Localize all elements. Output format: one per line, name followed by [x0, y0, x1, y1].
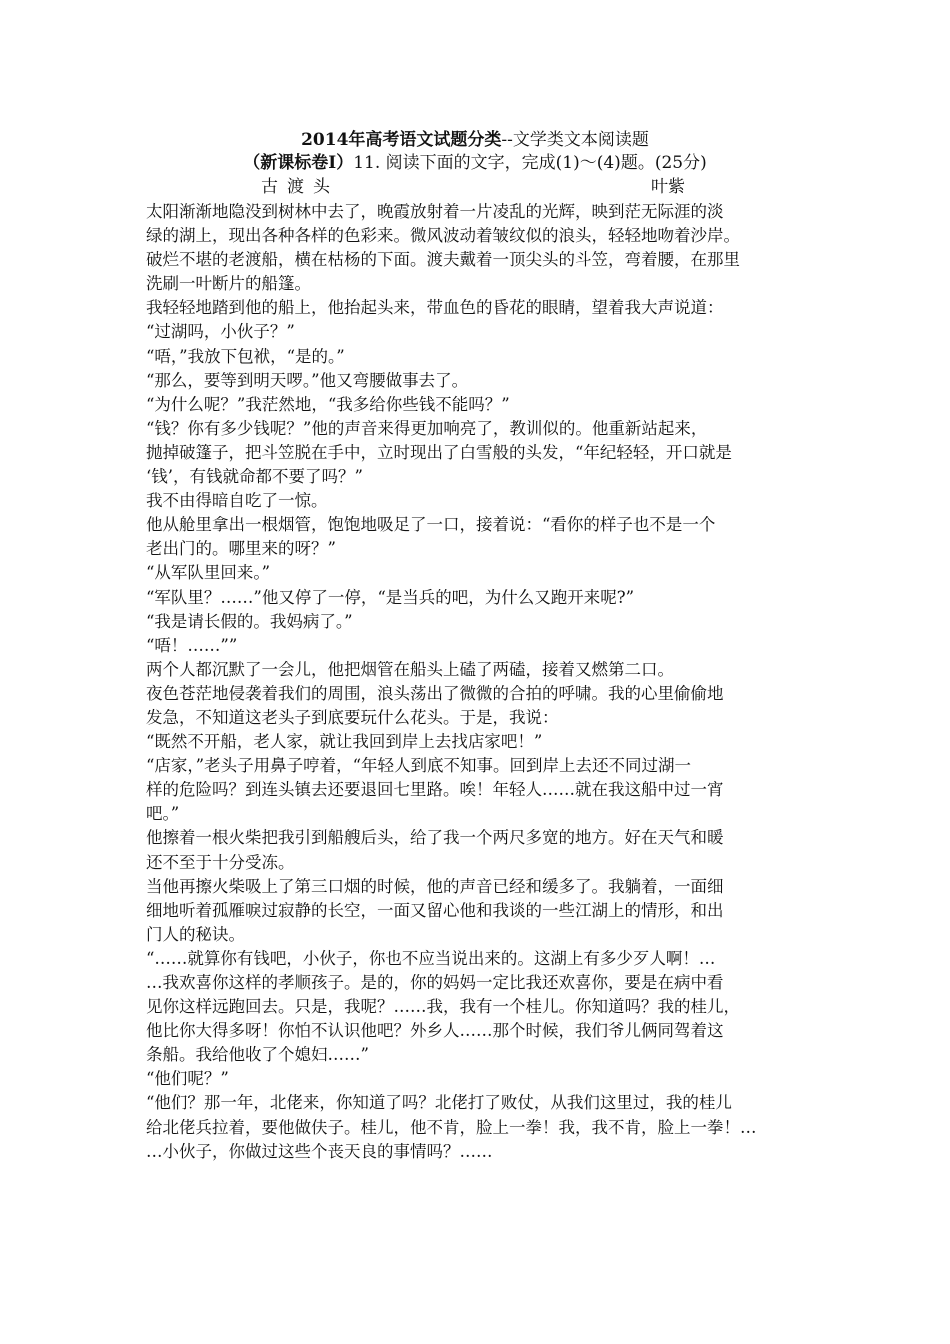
exam-paper-name: （新课标卷Ⅰ） — [243, 153, 354, 173]
text-line: “唔！……”” — [146, 635, 238, 655]
text-line: 破烂不堪的老渡船，横在枯杨的下面。渡夫戴着一顶尖头的斗笠，弯着腰，在那里 — [146, 250, 740, 270]
text-line: 夜色苍茫地侵袭着我们的周围，浪头荡出了微微的合拍的呼啸。我的心里偷偷地 — [146, 683, 724, 703]
text-line: 洗刷一叶断片的船篷。 — [146, 274, 311, 294]
text-line: 他擦着一根火柴把我引到船艘后头，给了我一个两尺多宽的地方。好在天气和暖 — [146, 828, 724, 848]
story-body — [146, 200, 814, 1164]
text-line: 两个人都沉默了一会儿，他把烟管在船头上磕了两磕，接着又燃第二口。 — [146, 659, 674, 679]
text-line: 发急，不知道这老头子到底要玩什么花头。于是，我说： — [146, 707, 559, 727]
text-line: “既然不开船，老人家，就让我回到岸上去找店家吧！” — [146, 732, 543, 752]
text-line: ‘钱’，有钱就命都不要了吗？” — [146, 467, 363, 487]
document-title — [0, 128, 950, 152]
text-line: …我欢喜你这样的孝顺孩子。是的，你的妈妈一定比我还欢喜你，要是在病中看 — [146, 973, 724, 992]
text-line: 绿的湖上，现出各种各样的色彩来。微风波动着皱纹似的浪头，轻轻地吻着沙岸。 — [146, 226, 740, 246]
question-instruction: 11. 阅读下面的文字，完成(1)～(4)题。(25分) — [353, 153, 707, 173]
text-line: “……就算你有钱吧，小伙子，你也不应当说出来的。这湖上有多少歹人啊！… — [146, 948, 716, 968]
text-line: 细地听着孤雁唳过寂静的长空，一面又留心他和我谈的一些江湖上的情形，和出 — [146, 900, 724, 920]
text-line: 我不由得暗自吃了一惊。 — [146, 491, 328, 511]
question-heading — [0, 151, 950, 175]
text-line: “从军队里回来。” — [146, 563, 271, 583]
text-line: …小伙子，你做过这些个丧天良的事情吗？…… — [146, 1141, 493, 1161]
text-line: “钱？你有多少钱呢？”他的声音来得更加响亮了，教训似的。他重新站起来， — [146, 418, 708, 438]
text-line: 当他再擦火柴吸上了第三口烟的时候，他的声音已经和缓多了。我躺着，一面细 — [146, 876, 724, 896]
text-line: 我轻轻地踏到他的船上，他抬起头来，带血色的昏花的眼睛，望着我大声说道： — [146, 298, 724, 318]
text-line: 还不至于十分受冻。 — [146, 852, 295, 872]
text-line: 老出门的。哪里来的呀？” — [146, 539, 336, 559]
text-line: 他比你大得多呀！你怕不认识他吧？外乡人……那个时候，我们爷儿俩同驾着这 — [146, 1021, 724, 1041]
title-main: 2014年高考语文试题分类 — [301, 130, 502, 150]
text-line: 他从舱里拿出一根烟管，饱饱地吸足了一口，接着说：“看你的样子也不是一个 — [146, 515, 716, 535]
text-line: “为什么呢？”我茫然地，“我多给你些钱不能吗？” — [146, 394, 510, 414]
text-line: “过湖吗，小伙子？” — [146, 322, 295, 342]
text-line: 太阳渐渐地隐没到树林中去了，晚霞放射着一片凌乱的光辉，映到茫无际涯的淡 — [146, 202, 724, 221]
story-author: 叶紫 — [651, 177, 685, 197]
text-line: 抛掉破篷子，把斗笠脱在手中，立时现出了白雪般的头发，“年纪轻轻，开口就是 — [146, 442, 732, 462]
text-line: 见你这样远跑回去。只是，我呢？……我，我有一个桂儿。你知道吗？我的桂儿， — [146, 997, 740, 1017]
title-suffix: --文学类文本阅读题 — [501, 130, 649, 150]
text-line: “店家，”老头子用鼻子哼着，“年轻人到底不知事。回到岸上去还不同过湖一 — [146, 756, 692, 776]
text-line: “他们？那一年，北佬来，你知道了吗？北佬打了败仗，从我们这里过，我的桂儿 — [146, 1093, 732, 1113]
text-line: 样的危险吗？到连头镇去还要退回七里路。唉！年轻人……就在我这船中过一宵 — [146, 780, 724, 800]
text-line: 条船。我给他收了个媳妇……” — [146, 1045, 369, 1065]
text-line: 门人的秘诀。 — [146, 924, 245, 944]
story-title: 古渡头 — [261, 177, 339, 197]
text-line: “唔，”我放下包袱，“是的。” — [146, 346, 345, 366]
text-line: “那么，要等到明天啰。”他又弯腰做事去了。 — [146, 370, 469, 390]
text-line: “他们呢？” — [146, 1069, 229, 1089]
text-line: 给北佬兵拉着，要他做伕子。桂儿，他不肯，脸上一拳！我，我不肯，脸上一拳！… — [146, 1117, 757, 1137]
text-line: “我是请长假的。我妈病了。” — [146, 611, 353, 631]
text-line: “军队里？……”他又停了一停，“是当兵的吧，为什么又跑开来呢?” — [146, 587, 635, 607]
text-line: 吧。” — [146, 804, 180, 824]
